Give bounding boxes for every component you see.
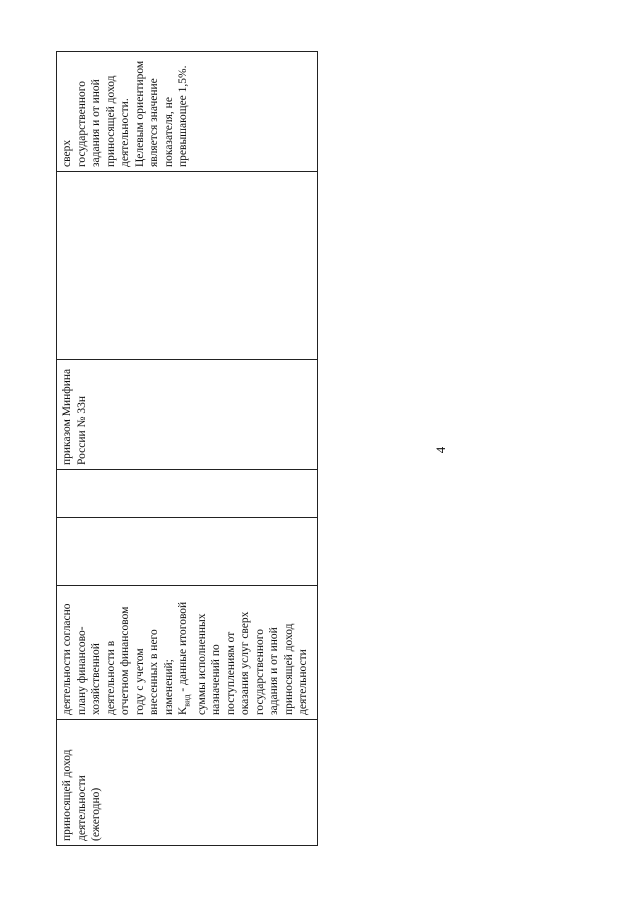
formula-description-cell [57,586,318,720]
source-cell [57,360,318,470]
formula-line: назначений по [210,644,223,715]
formula-line: деятельности согласно [61,603,73,715]
kvid-symbol: K [177,706,189,715]
indicator-cell [57,720,318,846]
indicators-table [56,51,318,846]
formula-line: внесенных в него [148,629,160,715]
formula-line: поступлениям от [224,631,237,715]
target-cell [57,52,318,172]
formula-line: оказания услуг сверх [239,611,252,715]
kvid-line [176,590,209,715]
kvid-subscript: вид [182,694,192,707]
table-row [57,52,318,846]
formula-line: деятельности в [104,640,117,715]
formula-line: изменений; [162,659,175,715]
formula-line: задания и от иной [268,627,281,715]
formula-line: приносящей доход [282,623,295,715]
formula-line: деятельности [297,649,310,715]
empty-cell [57,172,318,360]
formula-line: отчетном финансовом [119,606,131,715]
source-text: приказом Минфина России № 33н [61,368,88,465]
formula-line: году с учетом [133,648,146,715]
table-rotation-frame [56,52,318,846]
rotated-table-container [56,52,318,846]
empty-cell [57,470,318,518]
formula-line: хозяйственной [90,643,102,715]
page-number: 4 [433,446,448,454]
formula-line: плану финансово- [75,626,88,715]
target-text: сверх государственного задания и от иной приносящей доход деятельности. Целевым ориентиром является значение показателя, не превышающее 1,5%. [61,60,189,167]
empty-cell [57,518,318,586]
formula-line: государственного [253,629,266,715]
kvid-text: - данные итоговой суммы исполненных [177,601,208,715]
indicator-text: приносящей доход деятельности (ежегодно) [61,749,102,841]
